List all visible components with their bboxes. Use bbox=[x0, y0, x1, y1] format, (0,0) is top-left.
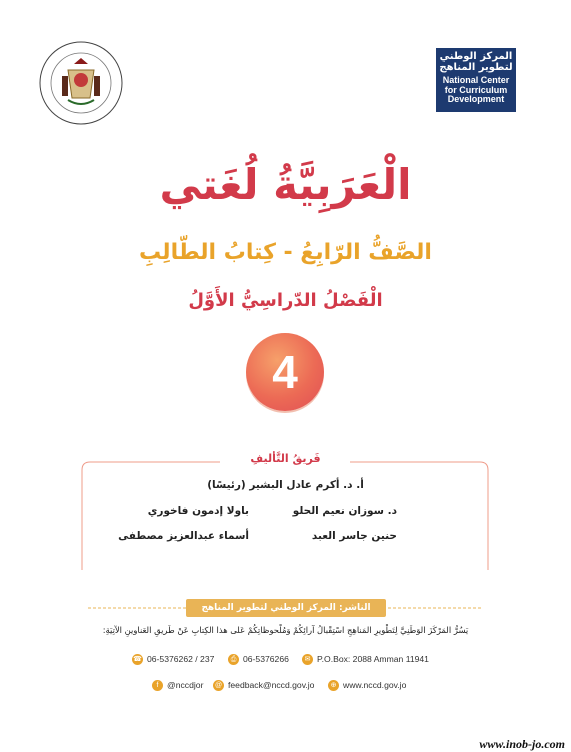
authors-team-label: فَريقُ التَّأليفِ bbox=[250, 452, 321, 465]
grade-number: 4 bbox=[272, 346, 298, 398]
fax-icon: ⎙ bbox=[228, 654, 239, 665]
nccd-english-name-1: National Center bbox=[442, 75, 510, 85]
globe-icon: ⊕ bbox=[328, 680, 339, 691]
publisher-tag: الناشر: المركز الوطني لتطوير المناهج bbox=[186, 599, 386, 617]
phone-number: 06-5376262 / 237 bbox=[147, 654, 215, 664]
author-name: حنين جاسر العبد bbox=[311, 530, 397, 542]
ministry-seal-logo bbox=[38, 40, 124, 126]
semester-line: الْفَصْلُ الدّراسِيُّ الأَوَّلُ bbox=[188, 290, 383, 311]
facebook-icon: f bbox=[152, 680, 163, 691]
pobox-address: P.O.Box: 2088 Amman 11941 bbox=[317, 654, 429, 664]
fax-number: 06-5376266 bbox=[243, 654, 289, 664]
author-lead: أ. د. أكرم عادل البشير (رئيسًا) bbox=[207, 479, 364, 491]
at-sign-icon: @ bbox=[214, 682, 223, 690]
nccd-english-name-3: Development bbox=[447, 94, 505, 104]
phone-icon: ☎ bbox=[133, 656, 142, 664]
email-address[interactable]: feedback@nccd.gov.jo bbox=[228, 680, 315, 690]
mail-box-icon: ✉ bbox=[302, 654, 313, 665]
website-url[interactable]: www.nccd.gov.jo bbox=[343, 680, 407, 690]
author-name: د. سوزان نعيم الحلو bbox=[292, 505, 397, 517]
authors-frame bbox=[80, 458, 490, 578]
social-contact[interactable] bbox=[152, 680, 203, 691]
pobox-contact bbox=[302, 654, 429, 665]
email-contact[interactable] bbox=[213, 680, 314, 691]
fax-contact bbox=[228, 654, 289, 665]
author-name: باولا إدمون فاخوري bbox=[147, 505, 249, 517]
phone-contact bbox=[132, 654, 214, 665]
book-title: الْعَرَبِيَّةُ لُغَتي bbox=[159, 160, 412, 209]
author-name: أسماء عبدالعزيز مصطفى bbox=[118, 530, 249, 542]
nccd-english-name-2: for Curriculum bbox=[444, 84, 508, 95]
watermark: www.inob-jo.com bbox=[479, 737, 565, 751]
nccd-logo bbox=[436, 48, 516, 112]
social-handle[interactable]: @nccdjor bbox=[167, 680, 204, 690]
nccd-arabic-name-1: المركز الوطني bbox=[439, 51, 513, 62]
grade-line: الصَّفُّ الرّابِعُ - كِتابُ الطّالِبِ bbox=[139, 240, 432, 265]
grade-circle bbox=[246, 333, 324, 411]
nccd-arabic-name-2: لتطوير المناهج bbox=[439, 62, 513, 73]
publisher-note: يَسُرُّ المَرْكَزَ الوَطَنِيَّ لِتَطْويرِ المَناهِجِ اسْتِقْبالُ آرائِكُمْ وَمُلْحوظاتِكُمْ عَلى هذا الكِتابِ عَنْ طَريقِ العَناوينِ الآتِيَةِ: bbox=[102, 625, 469, 635]
website-contact[interactable] bbox=[328, 680, 406, 691]
